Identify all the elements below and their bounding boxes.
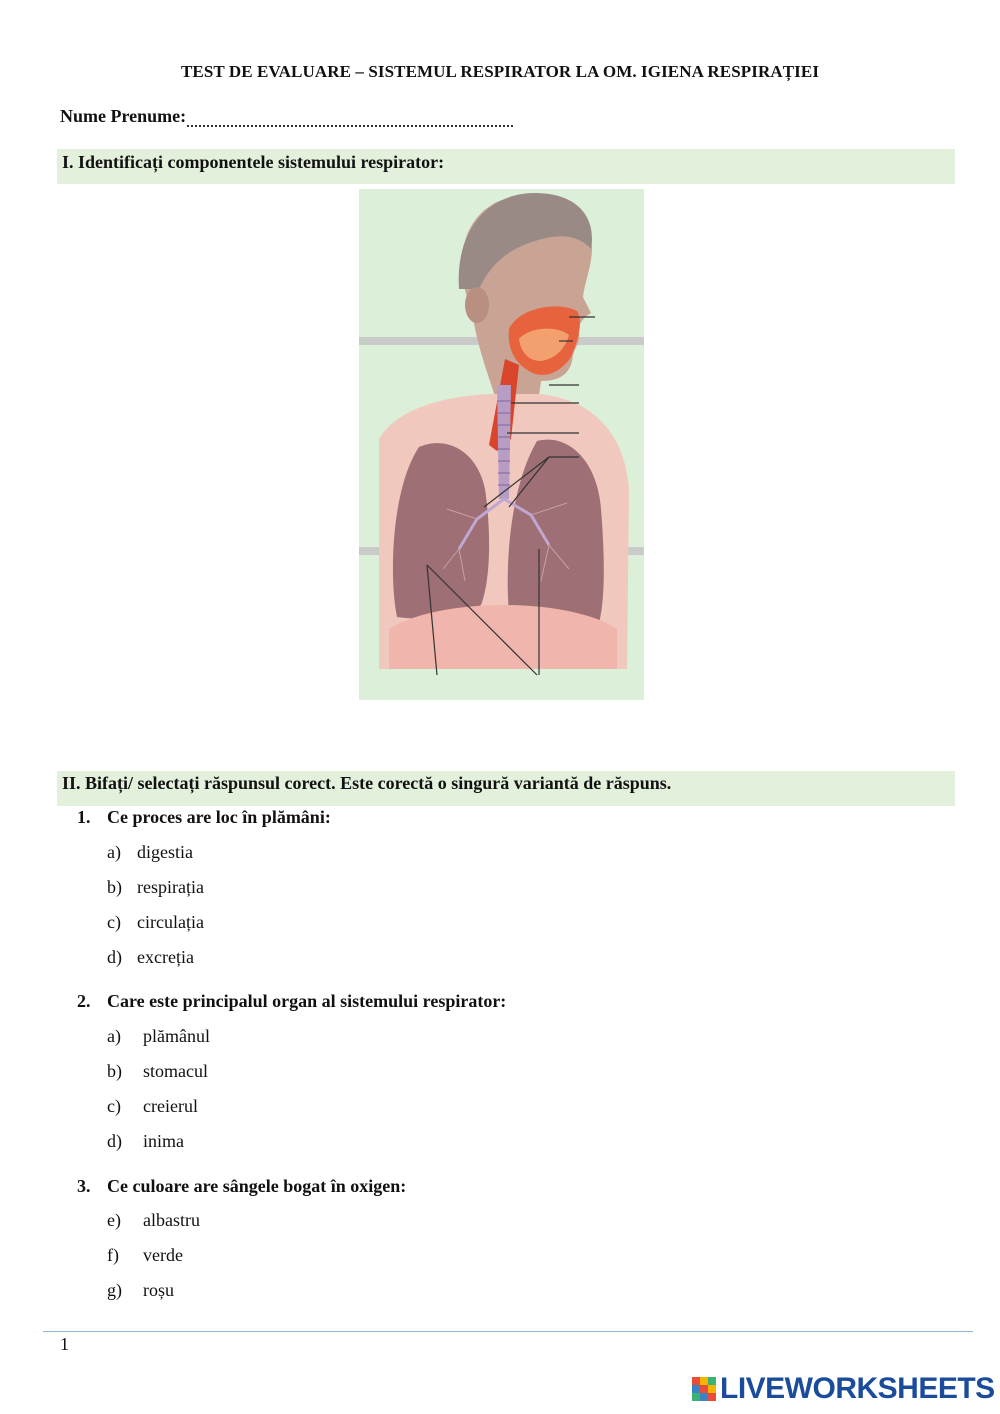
liveworksheets-grid-icon bbox=[692, 1377, 716, 1401]
question-2 bbox=[77, 991, 506, 1012]
section-2-heading: II. Bifați/ selectați răspunsul corect. Este corectă o singură variantă de răspuns. bbox=[57, 771, 955, 806]
question-3-number: 3. bbox=[77, 1176, 91, 1196]
question-2-option-a[interactable]: a) plămânul bbox=[107, 1026, 210, 1046]
liveworksheets-logo[interactable] bbox=[692, 1372, 995, 1406]
question-2-number: 2. bbox=[77, 991, 91, 1011]
liveworksheets-wordmark: LIVEWORKSHEETS bbox=[720, 1372, 995, 1405]
question-2-option-d[interactable]: d) inima bbox=[107, 1131, 184, 1151]
name-field bbox=[60, 106, 513, 127]
question-1-number: 1. bbox=[77, 807, 91, 827]
name-input-line[interactable] bbox=[187, 111, 513, 127]
page-number: 1 bbox=[60, 1334, 69, 1354]
question-3-option-f[interactable]: f) verde bbox=[107, 1245, 183, 1265]
name-label: Nume Prenume: bbox=[60, 106, 187, 126]
respiratory-diagram-svg bbox=[359, 189, 644, 700]
question-2-option-b[interactable]: b) stomacul bbox=[107, 1061, 208, 1081]
question-2-option-c[interactable]: c) creierul bbox=[107, 1096, 198, 1116]
question-1-option-a[interactable]: a) digestia bbox=[107, 842, 193, 862]
question-2-text: Care este principalul organ al sistemului respirator: bbox=[107, 991, 507, 1011]
question-3-option-e[interactable]: e) albastru bbox=[107, 1210, 200, 1230]
question-1-option-c[interactable]: c) circulația bbox=[107, 912, 204, 932]
document-title: TEST DE EVALUARE – SISTEMUL RESPIRATOR LA OM. IGIENA RESPIRAȚIEI bbox=[180, 62, 820, 81]
question-3-option-g[interactable]: g) roșu bbox=[107, 1280, 174, 1300]
section-1-heading: I. Identificați componentele sistemului respirator: bbox=[57, 149, 955, 184]
question-3-text: Ce culoare are sângele bogat în oxigen: bbox=[107, 1176, 407, 1196]
footer-divider bbox=[43, 1331, 973, 1332]
question-1 bbox=[77, 807, 331, 828]
question-3 bbox=[77, 1176, 406, 1197]
respiratory-system-illustration bbox=[359, 189, 644, 700]
question-1-text: Ce proces are loc în plămâni: bbox=[107, 807, 331, 827]
question-1-option-d[interactable]: d) excreția bbox=[107, 947, 194, 967]
question-1-option-b[interactable]: b) respirația bbox=[107, 877, 204, 897]
